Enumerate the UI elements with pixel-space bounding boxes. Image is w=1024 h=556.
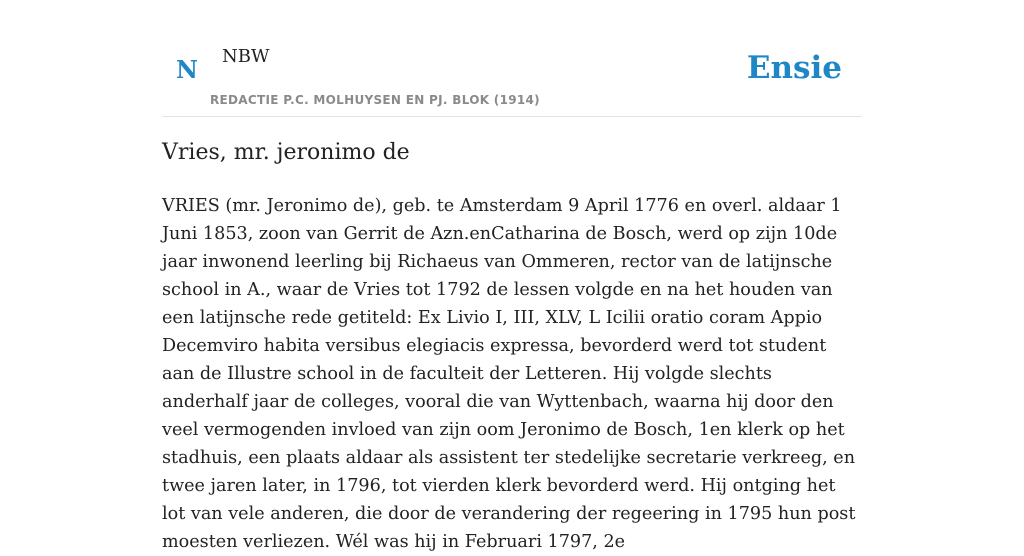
header xyxy=(162,0,862,117)
brand-logo[interactable]: Ensie xyxy=(746,50,842,86)
article-body: VRIES (mr. Jeronimo de), geb. te Amsterdam 9 April 1776 en overl. aldaar 1 Juni 1853, zoon van Gerrit de Azn.enCatharina de Bosch, werd op zijn 10de jaar inwonend leerling bij Richaeus van Ommeren, rector van de latijnsche school in A., waar de Vries tot 1792 de lessen volgde en na het houden van een latijnsche rede getiteld: Ex Livio I, III, XLV, L Icilii oratio coram Appio Decemviro habita versibus elegiacis expressa, bevorderd werd tot student aan de Illustre school in de faculteit der Letteren. Hij volgde slechts anderhalf jaar de colleges, vooral die van Wyttenbach, waarna hij door den veel vermogenden invloed van zijn oom Jeronimo de Bosch, 1en klerk op het stadhuis, een plaats aldaar als assistent ter stedelijke secretarie verkreeg, en twee jaren later, in 1796, tot vierden klerk bevorderd werd. Hij ontging het lot van vele anderen, die door de verandering der regeering in 1795 hun post moesten verliezen. Wél was hij in Februari 1797, 2e xyxy=(162,196,856,552)
source-logo-icon[interactable]: N xyxy=(176,55,198,84)
article-title: Vries, mr. jeronimo de xyxy=(162,140,410,165)
source-subtitle: REDACTIE P.C. MOLHUYSEN EN PJ. BLOK (1914) xyxy=(210,93,540,107)
source-name[interactable]: NBW xyxy=(222,46,270,67)
